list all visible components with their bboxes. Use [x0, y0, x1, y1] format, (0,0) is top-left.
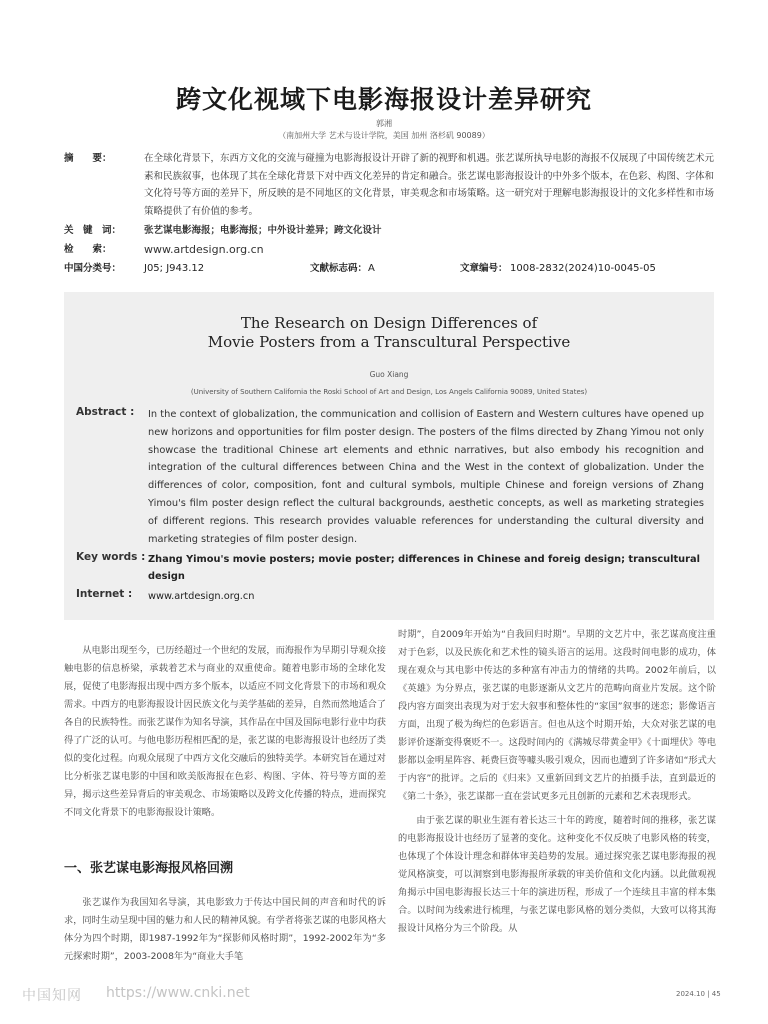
article-no-value: 1008-2832(2024)10-0045-05 — [510, 263, 656, 274]
en-author: Guo Xiang — [369, 370, 409, 379]
en-keywords-label: Key words : — [76, 551, 146, 563]
paper-title: 跨文化视域下电影海报设计差异研究 — [175, 85, 592, 114]
body-right-column — [398, 626, 716, 938]
en-keywords-text: Zhang Yimou's movie posters; movie poster; differences in Chinese and foreig design; transcultural design — [148, 554, 700, 582]
classification-row — [64, 260, 714, 277]
cnki-logo: 中国知网 — [22, 988, 82, 1004]
keywords-cn-label: 关 键 词： — [64, 225, 122, 236]
body-left-section — [64, 894, 386, 966]
en-title-line-1: The Research on Design Differences of — [240, 314, 538, 332]
intro-paragraph: 从电影出现至今，已历经超过一个世纪的发展，而海报作为早期引导观众接触电影的信息桥梁，承载着艺术与商业的双重使命。随着电影市场的全球化发展，促使了电影海报出现中西方多个版本，以适应不同文化背景下的市场和观众需求。中西方的电影海报设计因民族文化与美学基础的差异，自然而然地适合了各自的民族特性。而张艺谋作为知名导演，其作品在中国及国际电影行业中均获得了广泛的认可。与他电影历程相匹配的是，张艺谋的电影海报设计也经历了类似的变化过程。向观众展现了中西方文化交融后的独特美学。本研究旨在通过对比分析张艺谋电影的中国和欧美版海报在色彩、构图、字体、符号等方面的差异，揭示这些差异背后的审美观念、市场策略以及跨文化传播的特点，进而探究不同文化背景下的电影海报设计策略。 — [64, 645, 386, 818]
retrieval-link[interactable]: www.artdesign.org.cn — [144, 243, 264, 256]
cnki-url[interactable]: https://www.cnki.net — [106, 985, 250, 1001]
abstract-cn-label: 摘 要： — [64, 153, 112, 164]
en-title — [64, 314, 714, 352]
abstract-cn-row — [64, 150, 714, 222]
article-no-label: 文章编号： — [460, 263, 508, 274]
page-number: 2024.10 | 45 — [676, 990, 721, 998]
section-paragraph: 张艺谋作为我国知名导演，其电影致力于传达中国民间的声音和时代的诉求，同时生动呈现中国的魅力和人民的精神风貌。有学者将张艺谋的电影风格大体分为四个时期，即1987-1992年为“探影师风格时期”，1992-2002年为“多元探索时期”，2003-2008年为“商业大手笔 — [64, 897, 386, 962]
keywords-cn-row — [64, 222, 714, 239]
en-internet-label: Internet : — [76, 588, 133, 600]
english-abstract-box — [64, 292, 714, 620]
body-left-intro — [64, 642, 386, 822]
en-abstract-text: In the context of globalization, the communication and collision of Eastern and Western cultures have opened up new horizons and opportunities for film poster design. The posters of the films directed by Zhang Yimou not only showcase the traditional Chinese art elements and ethnic narratives, but also embody his recognition and integration of the cultural differences between China and the West in the context of globalization. Under the differences of color, composition, font and cultural symbols, multiple Chinese and foreign versions of Zhang Yimou's film poster design reflect the cultural backgrounds, aesthetic concepts, as well as marketing strategies of different regions. This research provides valuable references for understanding the cultural diversity and marketing strategies of film poster design. — [148, 409, 704, 545]
clc-value: J05; J943.12 — [144, 263, 205, 274]
author-affiliation: （南加州大学 艺术与设计学院，美国 加州 洛杉矶 90089） — [278, 131, 490, 140]
section-heading: 一、张艺谋电影海报风格回溯 — [64, 861, 234, 876]
keywords-cn-text: 张艺谋电影海报；电影海报；中外设计差异；跨文化设计 — [144, 225, 382, 236]
en-internet-link[interactable]: www.artdesign.org.cn — [148, 591, 255, 602]
right-paragraph-2: 由于张艺谋的职业生涯有着长达三十年的跨度，随着时间的推移，张艺谋的电影海报设计也经历了显著的变化。这种变化不仅反映了电影风格的转变，也体现了个体设计理念和群体审美趋势的发展。通过探究张艺谋电影海报的视觉风格演变，可以洞察到电影海报所承载的审美价值和文化内涵。以此做观视角揭示中国电影海报长达三十年的演进历程，形成了一个连续且丰富的样本集合。以时间为线索进行梳理，与张艺谋电影风格的划分类似，大致可以将其海报设计风格分为三个阶段。从 — [398, 815, 716, 934]
doc-code-value: A — [368, 263, 375, 274]
abstract-cn-text: 在全球化背景下，东西方文化的交流与碰撞为电影海报设计开辟了新的视野和机遇。张艺谋所执导电影的海报不仅展现了中国传统艺术元素和民族叙事，也体现了其在全球化背景下对中西文化差异的肯定和融合。张艺谋电影海报设计的中外多个版本，在色彩、构图、字体和文化符号等方面的差异下，所反映的是不同地区的文化背景，审美观念和市场策略。这一研究对于理解电影海报设计的文化多样性和市场策略提供了有价值的参考。 — [144, 153, 715, 217]
clc-label: 中国分类号： — [64, 263, 122, 274]
en-affiliation: (University of Southern California the Roski School of Art and Design, Los Angels California 90089, United States) — [190, 388, 588, 396]
doc-code-label: 文献标志码： — [310, 263, 368, 274]
right-paragraph-1: 时期”，自2009年开始为“自我回归时期”。早期的文艺片中，张艺谋高度注重对于色彩，以及民族化和艺术性的镜头语言的运用。这段时间电影的成功，体现在观众与其电影中传达的多种富有冲击力的情绪的共鸣。2002年前后，以《英雄》为分界点，张艺谋的电影逐渐从文艺片的范畴向商业片发展。这个阶段内容方面突出表现为对于宏大叙事和整体性的“家国”叙事的迷恋；影像语言方面，出现了极为绚烂的色彩语言。但也从这个时期开始，大众对张艺谋的电影评价逐渐变得褒贬不一。这段时间内的《满城尽带黄金甲》《十面埋伏》等电影都以金明星阵容、耗费巨资等噱头吸引观众，因而也遭到了许多诸如“形式大于内容”的批评。之后的《归来》又重新回到文艺片的拍摄手法，直到最近的《第二十条》，张艺谋都一直在尝试更多元且创新的元素和艺术表现形式。 — [398, 629, 716, 802]
en-title-line-2: Movie Posters from a Transcultural Perspective — [207, 333, 571, 351]
en-abstract-label: Abstract : — [76, 406, 135, 418]
retrieval-label: 检 索： — [64, 244, 112, 255]
author-name: 郭湘 — [376, 119, 392, 128]
retrieval-row — [64, 241, 714, 258]
